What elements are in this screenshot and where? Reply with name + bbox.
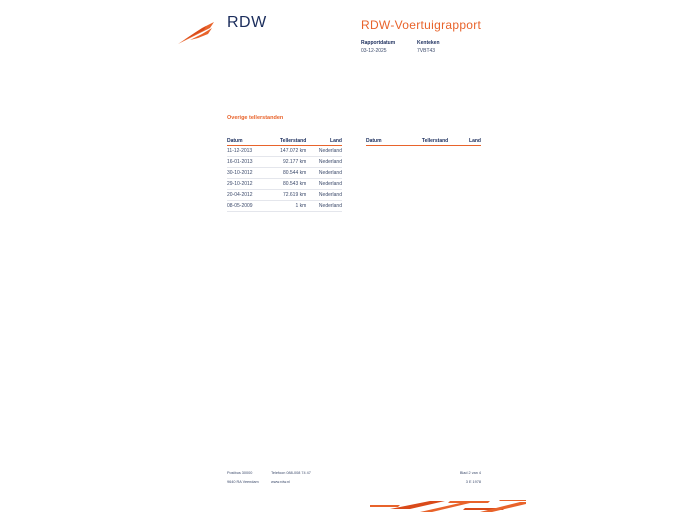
cell-date: 11-12-2013 [227, 146, 260, 157]
cell-odometer: 1 km [260, 201, 307, 212]
table-row [227, 190, 342, 201]
footer-phone: Telefoon 088-008 74 47 [271, 471, 311, 475]
footer-postbus: Postbus 30000 [227, 471, 253, 475]
odometer-table-left [227, 138, 342, 212]
logo-text: RDW [227, 14, 267, 31]
rdw-wing-logo-icon [176, 20, 218, 46]
cell-odometer: 80.543 km [260, 179, 307, 190]
table-row [227, 179, 342, 190]
column-header-country: Land [448, 138, 481, 146]
footer-page-number: Blad 2 van 4 [459, 471, 481, 475]
column-header-date: Datum [366, 138, 400, 146]
report-title: RDW-Voertuigrapport [361, 18, 482, 32]
cell-date: 20-04-2012 [227, 190, 260, 201]
footer-stripes-graphic [370, 499, 526, 514]
table-header-row [227, 138, 342, 146]
table-row [227, 157, 342, 168]
column-header-odometer: Tellerstand [260, 138, 307, 146]
table-row [227, 146, 342, 157]
license-plate-value: 7VBT43 [417, 48, 436, 54]
cell-country: Nederland [306, 157, 342, 168]
cell-country: Nederland [306, 179, 342, 190]
license-plate-label: Kenteken [417, 40, 440, 46]
odometer-table-right [366, 138, 481, 146]
footer-website: www.rdw.nl [271, 480, 290, 484]
table-row [227, 168, 342, 179]
cell-date: 30-10-2012 [227, 168, 260, 179]
cell-country: Nederland [306, 201, 342, 212]
cell-date: 08-05-2009 [227, 201, 260, 212]
footer-code: 3 E 1978 [465, 480, 481, 484]
cell-odometer: 80.544 km [260, 168, 307, 179]
column-header-country: Land [306, 138, 342, 146]
footer-address: 9640 RA Veendam [227, 480, 259, 484]
report-date-label: Rapportdatum [361, 40, 396, 46]
cell-country: Nederland [306, 168, 342, 179]
column-header-date: Datum [227, 138, 260, 146]
cell-country: Nederland [306, 146, 342, 157]
section-title: Overige tellerstanden [227, 115, 284, 121]
cell-date: 29-10-2012 [227, 179, 260, 190]
report-date-value: 03-12-2025 [361, 48, 387, 54]
cell-country: Nederland [306, 190, 342, 201]
cell-odometer: 92.177 km [260, 157, 307, 168]
cell-odometer: 72.619 km [260, 190, 307, 201]
column-header-odometer: Tellerstand [400, 138, 448, 146]
cell-odometer: 147.072 km [260, 146, 307, 157]
cell-date: 16-01-2013 [227, 157, 260, 168]
table-row [227, 201, 342, 212]
table-header-row [366, 138, 481, 146]
